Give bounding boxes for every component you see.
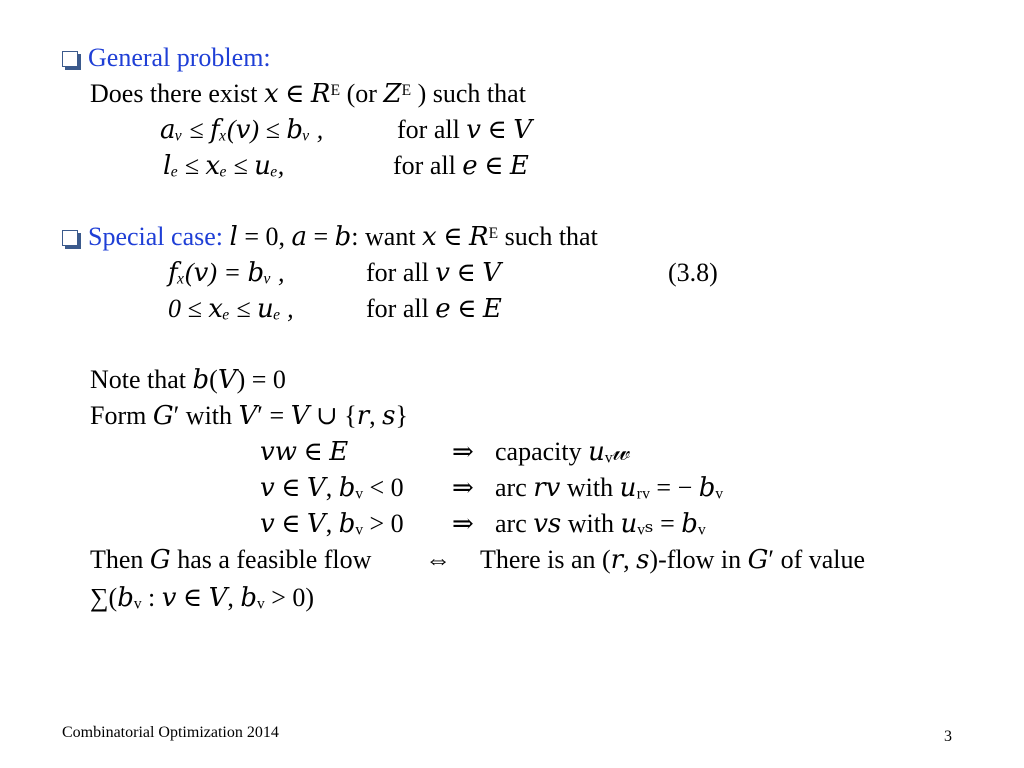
equation-1-math: 𝑓ₓ(𝑣) = 𝑏ᵥ , <box>168 258 285 287</box>
form-line: Form 𝐺′ with 𝑉′ = 𝑉 ∪ {𝑟, 𝑠} <box>90 401 408 430</box>
then-left: Then 𝐺 has a feasible flow <box>90 545 372 574</box>
general-problem-heading: General problem: <box>88 43 271 72</box>
special-case-heading: Special case: <box>88 222 223 251</box>
equation-1-forall: for all 𝑣 ∈ 𝑉 <box>366 258 502 287</box>
footer-course: Combinatorial Optimization 2014 <box>62 724 279 741</box>
checkbox-bullet-icon <box>62 51 78 67</box>
general-problem-question: Does there exist 𝑥 ∈ 𝑅ᴱ (or 𝑍ᴱ ) such that <box>90 79 526 108</box>
special-case-bullet-line <box>62 220 598 254</box>
constraint-2-forall: for all 𝑒 ∈ 𝐸 <box>393 151 529 180</box>
special-case-text: 𝑙 = 0, 𝑎 = 𝑏: want 𝑥 ∈ 𝑅ᴱ such that <box>223 222 598 251</box>
rule-1-condition: 𝑣𝑤 ∈ 𝐸 <box>260 437 349 466</box>
equation-2-forall: for all 𝑒 ∈ 𝐸 <box>366 294 502 323</box>
checkbox-bullet-icon <box>62 230 78 246</box>
rule-1-implies-icon: ⇒ <box>452 437 474 466</box>
rule-1-result: capacity 𝑢ᵥ𝓌 <box>495 437 631 466</box>
rule-2-condition: 𝑣 ∈ 𝑉, 𝑏ᵥ < 0 <box>260 473 404 502</box>
rule-2-implies-icon: ⇒ <box>452 473 474 502</box>
rule-3-result: arc 𝑣𝑠 with 𝑢ᵥₛ = 𝑏ᵥ <box>495 509 706 538</box>
equation-2-math: 0 ≤ 𝑥ₑ ≤ 𝑢ₑ , <box>168 294 294 323</box>
rule-3-condition: 𝑣 ∈ 𝑉, 𝑏ᵥ > 0 <box>260 509 404 538</box>
equation-number: (3.8) <box>668 258 718 287</box>
general-problem-bullet-line <box>62 41 271 75</box>
iff-icon: ⇔ <box>425 545 451 574</box>
then-right: There is an (𝑟, 𝑠)-flow in 𝐺′ of value <box>480 545 866 574</box>
sum-expression: ∑(𝑏ᵥ : 𝑣 ∈ 𝑉, 𝑏ᵥ > 0) <box>90 583 315 612</box>
constraint-1-math: 𝑎ᵥ ≤ 𝑓ₓ(𝑣) ≤ 𝑏ᵥ , <box>160 115 324 144</box>
rule-2-result: arc 𝑟𝑣 with 𝑢ᵣᵥ = − 𝑏ᵥ <box>495 473 724 502</box>
note-line: Note that 𝑏(𝑉) = 0 <box>90 365 286 394</box>
constraint-2-math: 𝑙ₑ ≤ 𝑥ₑ ≤ 𝑢ₑ, <box>163 151 285 180</box>
constraint-1-forall: for all 𝑣 ∈ 𝑉 <box>397 115 533 144</box>
page-number: 3 <box>944 728 952 745</box>
rule-3-implies-icon: ⇒ <box>452 509 474 538</box>
